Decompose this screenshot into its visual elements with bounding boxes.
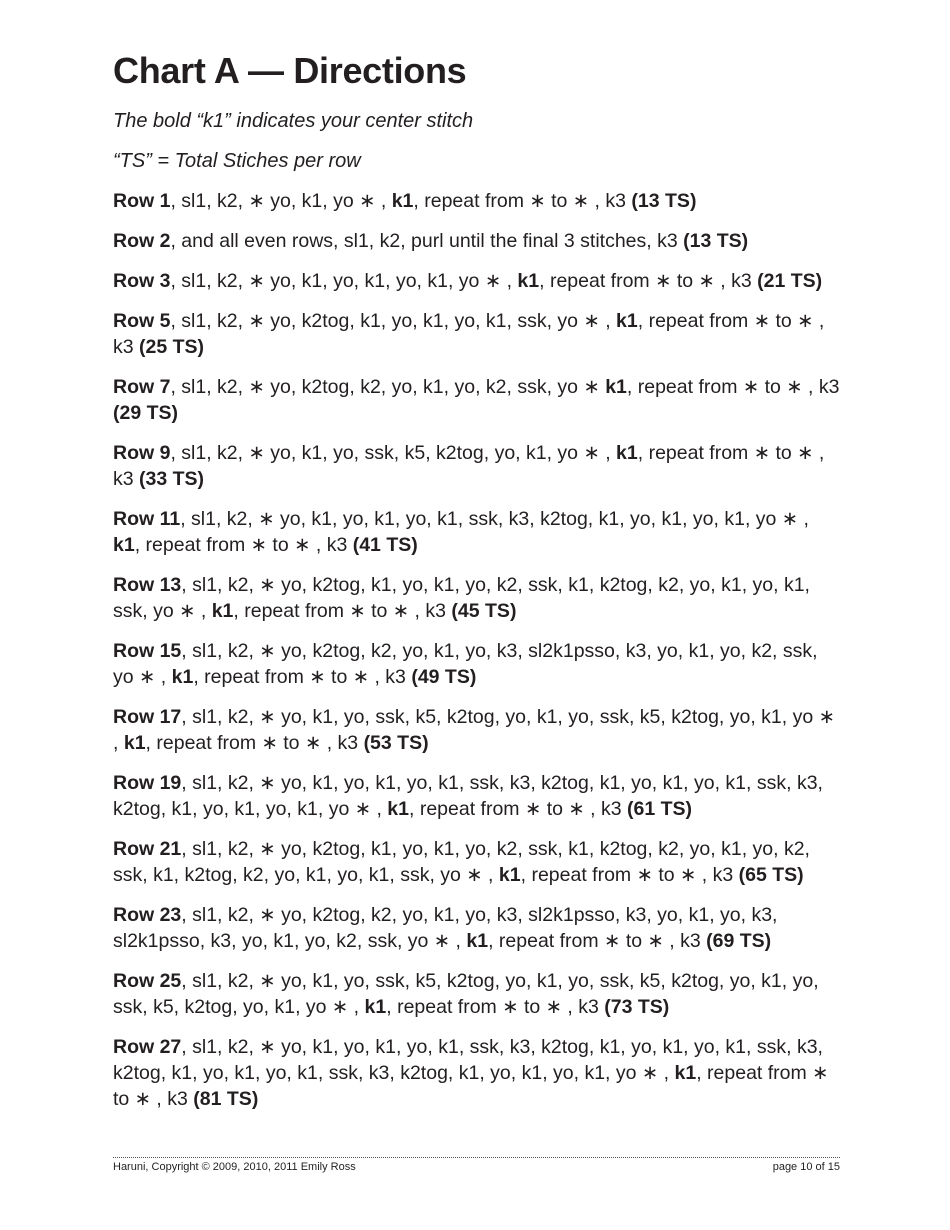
row-text-before: , sl1, k2, ∗ yo, k1, yo ∗ , — [170, 190, 392, 212]
total-stitches: (13 TS) — [631, 190, 697, 212]
row-label: Row 2 — [113, 230, 171, 252]
total-stitches: (33 TS) — [139, 468, 205, 490]
total-stitches: (61 TS) — [627, 798, 693, 820]
center-stitch: k1 — [211, 600, 234, 622]
row-label: Row 23 — [113, 904, 182, 926]
copyright-text: Haruni, Copyright © 2009, 2010, 2011 Emily Ross — [113, 1161, 356, 1173]
row-text-before: , sl1, k2, ∗ yo, k2tog, k2, yo, k1, yo, k2, ssk, yo ∗ — [170, 376, 606, 398]
row-text-before: , sl1, k2, ∗ yo, k2tog, k2, yo, k1, yo, k3, sl2k1psso, k3, yo, k1, yo, k3, sl2k1psso, k3, yo, k1, yo, k2, ssk, yo ∗ , — [113, 904, 778, 952]
document-page — [113, 48, 840, 1126]
total-stitches: (65 TS) — [738, 864, 804, 886]
row-text-before: , sl1, k2, ∗ yo, k1, yo, k1, yo, k1, ssk, k3, k2tog, k1, yo, k1, yo, k1, ssk, k3, k2tog, k1, yo, k1, yo, k1, yo ∗ , — [113, 772, 823, 820]
row-text-after: , repeat from ∗ to ∗ , k3 — [113, 442, 825, 490]
row-direction — [113, 308, 840, 360]
row-label: Row 1 — [113, 190, 171, 212]
total-stitches: (41 TS) — [352, 534, 418, 556]
total-stitches: (13 TS) — [683, 230, 749, 252]
row-label: Row 27 — [113, 1036, 182, 1058]
row-text-after: , repeat from ∗ to ∗ , k3 — [134, 534, 353, 556]
row-direction — [113, 968, 840, 1020]
row-label: Row 25 — [113, 970, 182, 992]
row-direction — [113, 506, 840, 558]
total-stitches: (45 TS) — [451, 600, 517, 622]
row-direction — [113, 374, 840, 426]
total-stitches: (69 TS) — [706, 930, 772, 952]
row-direction — [113, 572, 840, 624]
row-direction — [113, 836, 840, 888]
row-text-after: , repeat from ∗ to ∗ , k3 — [520, 864, 739, 886]
center-stitch: k1 — [123, 732, 146, 754]
center-stitch: k1 — [674, 1062, 697, 1084]
center-stitch: k1 — [387, 798, 409, 820]
row-text-after: , repeat from ∗ to ∗ , k3 — [488, 930, 707, 952]
row-label: Row 17 — [113, 706, 182, 728]
row-text-before: , sl1, k2, ∗ yo, k2tog, k1, yo, k1, yo, k1, ssk, yo ∗ , — [170, 310, 617, 332]
page-footer — [113, 1157, 840, 1174]
row-text-before: , sl1, k2, ∗ yo, k1, yo, ssk, k5, k2tog, yo, k1, yo, ssk, k5, k2tog, yo, k1, yo, ssk, k5, k2tog, yo, k1, yo ∗ , — [113, 970, 819, 1018]
row-direction — [113, 704, 840, 756]
row-text-after: , repeat from ∗ to ∗ , k3 — [193, 666, 412, 688]
row-text-after: , repeat from ∗ to ∗ , k3 — [233, 600, 452, 622]
row-text-before: , sl1, k2, ∗ yo, k2tog, k1, yo, k1, yo, k2, ssk, k1, k2tog, k2, yo, k1, yo, k1, ssk, yo ∗ , — [113, 574, 810, 622]
center-stitch: k1 — [113, 534, 135, 556]
total-stitches: (29 TS) — [113, 402, 179, 424]
row-label: Row 15 — [113, 640, 182, 662]
row-text-before: , sl1, k2, ∗ yo, k2tog, k2, yo, k1, yo, k3, sl2k1psso, k3, yo, k1, yo, k2, ssk, yo ∗ , — [113, 640, 818, 688]
center-stitch: k1 — [616, 442, 638, 464]
row-text-after: , repeat from ∗ to ∗ , k3 — [113, 310, 825, 358]
center-stitch: k1 — [498, 864, 521, 886]
total-stitches: (25 TS) — [139, 336, 205, 358]
row-text-before: , sl1, k2, ∗ yo, k1, yo, k1, yo, k1, ssk, k3, k2tog, k1, yo, k1, yo, k1, yo ∗ , — [180, 508, 809, 530]
row-text-after: , repeat from ∗ to ∗ , k3 — [386, 996, 605, 1018]
total-stitches: (73 TS) — [604, 996, 670, 1018]
row-text-after: , repeat from ∗ to ∗ , k3 — [409, 798, 628, 820]
row-label: Row 5 — [113, 310, 171, 332]
center-stitch: k1 — [616, 310, 638, 332]
row-text-after: , repeat from ∗ to ∗ , k3 — [145, 732, 364, 754]
row-text-after: , repeat from ∗ to ∗ , k3 — [539, 270, 758, 292]
row-label: Row 13 — [113, 574, 182, 596]
row-direction — [113, 440, 840, 492]
row-text-after: , repeat from ∗ to ∗ , k3 — [626, 376, 840, 398]
note-center-stitch: The bold “k1” indicates your center stitch — [113, 110, 474, 132]
row-label: Row 9 — [113, 442, 171, 464]
center-stitch: k1 — [171, 666, 194, 688]
row-text-after: , repeat from ∗ to ∗ , k3 — [413, 190, 632, 212]
row-label: Row 19 — [113, 772, 182, 794]
row-text-after: , repeat from ∗ to ∗ , k3 — [113, 1062, 829, 1110]
row-direction — [113, 188, 840, 214]
row-label: Row 11 — [113, 508, 181, 530]
row-direction — [113, 638, 840, 690]
row-text-before: , sl1, k2, ∗ yo, k1, yo, ssk, k5, k2tog, yo, k1, yo, ssk, k5, k2tog, yo, k1, yo ∗ , — [113, 706, 835, 754]
row-label: Row 3 — [113, 270, 171, 292]
center-stitch: k1 — [364, 996, 387, 1018]
page-number: page 10 of 15 — [772, 1161, 840, 1173]
note-total-stitches: “TS” = Total Stiches per row — [113, 150, 361, 172]
center-stitch: k1 — [391, 190, 414, 212]
row-text-before: , sl1, k2, ∗ yo, k1, yo, ssk, k5, k2tog, yo, k1, yo ∗ , — [170, 442, 617, 464]
row-text-before: , and all even rows, sl1, k2, purl until the final 3 stitches, k3 — [170, 230, 684, 252]
center-stitch: k1 — [605, 376, 627, 398]
row-text-before: , sl1, k2, ∗ yo, k1, yo, k1, yo, k1, ssk, k3, k2tog, k1, yo, k1, yo, k1, ssk, k3, k2tog, k1, yo, k1, yo, k1, ssk, k3, k2tog, k1, yo, k1, yo, k1, yo ∗ , — [113, 1036, 823, 1084]
row-text-before: , sl1, k2, ∗ yo, k1, yo, k1, yo, k1, yo ∗ , — [170, 270, 518, 292]
row-label: Row 7 — [113, 376, 171, 398]
row-directions-list — [113, 188, 840, 1112]
center-stitch: k1 — [517, 270, 540, 292]
row-text-before: , sl1, k2, ∗ yo, k2tog, k1, yo, k1, yo, k2, ssk, k1, k2tog, k2, yo, k1, yo, k2, ssk, k1, k2tog, k2, yo, k1, yo, k1, ssk, yo ∗ , — [113, 838, 810, 886]
row-direction — [113, 1034, 840, 1112]
total-stitches: (49 TS) — [411, 666, 477, 688]
row-direction — [113, 770, 840, 822]
total-stitches: (53 TS) — [363, 732, 429, 754]
total-stitches: (21 TS) — [757, 270, 823, 292]
row-label: Row 21 — [113, 838, 182, 860]
row-direction — [113, 268, 840, 294]
row-direction — [113, 228, 840, 254]
center-stitch: k1 — [466, 930, 489, 952]
total-stitches: (81 TS) — [193, 1088, 259, 1110]
page-title: Chart A — Directions — [113, 50, 467, 91]
row-direction — [113, 902, 840, 954]
